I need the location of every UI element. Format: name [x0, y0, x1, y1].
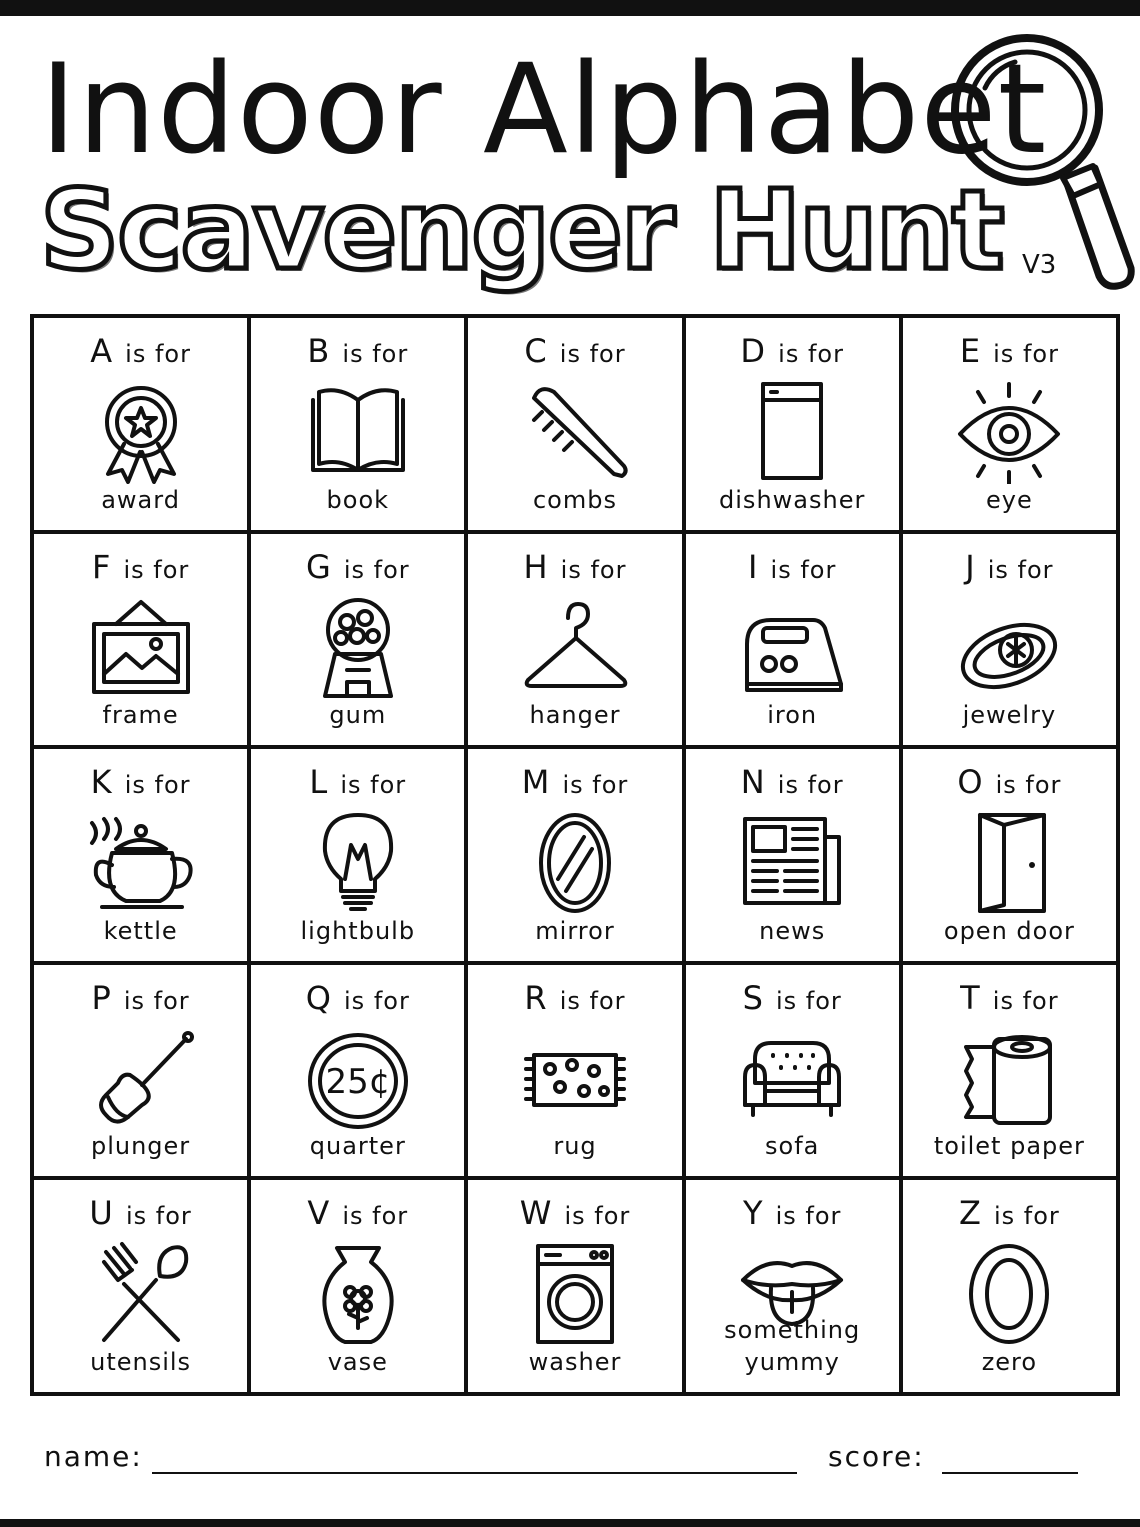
letter-cell-c — [466, 316, 683, 532]
cell-letter: I — [748, 547, 758, 586]
name-label: name: — [44, 1440, 143, 1473]
letter-cell-y — [684, 1178, 901, 1394]
iron-icon — [732, 592, 852, 702]
cell-letter: Q — [305, 978, 331, 1017]
cell-word: something yummy — [724, 1316, 861, 1376]
utensils-icon — [81, 1238, 201, 1348]
lightbulb-icon — [298, 807, 418, 917]
cell-letter: Z — [958, 1194, 981, 1233]
cell-letter: K — [90, 763, 112, 802]
cell-connector: is for — [124, 771, 191, 800]
cell-letter: U — [89, 1194, 113, 1233]
cell-heading — [957, 763, 1061, 801]
cell-connector: is for — [560, 555, 627, 584]
letter-cell-j — [901, 532, 1118, 748]
cell-word: iron — [767, 701, 818, 730]
open-door-icon — [949, 807, 1069, 917]
cell-word: lightbulb — [300, 916, 416, 945]
version-label: V3 — [1022, 250, 1057, 280]
cell-connector: is for — [993, 1202, 1060, 1231]
zero-icon — [949, 1238, 1069, 1348]
letter-cell-t — [901, 963, 1118, 1179]
cell-word: combs — [532, 485, 617, 514]
cell-word: zero — [981, 1348, 1038, 1376]
cell-letter: H — [523, 547, 548, 586]
cell-heading — [960, 979, 1058, 1017]
cell-connector: is for — [342, 1202, 409, 1231]
cell-letter: G — [305, 547, 331, 586]
teapot-icon — [81, 807, 201, 917]
cell-word: vase — [327, 1348, 388, 1376]
cell-word: gum — [329, 701, 387, 730]
cell-connector: is for — [778, 340, 844, 368]
cell-heading — [741, 763, 844, 801]
cell-connector: is for — [342, 340, 409, 368]
cell-connector: is for — [993, 340, 1059, 368]
cell-word: utensils — [90, 1348, 192, 1376]
cell-heading — [960, 332, 1059, 370]
letter-cell-f — [32, 532, 249, 748]
cell-letter: N — [740, 763, 765, 802]
name-write-line[interactable] — [152, 1472, 797, 1474]
cell-letter: A — [90, 332, 113, 370]
cell-letter: J — [965, 547, 975, 586]
cell-word: jewelry — [962, 701, 1057, 730]
gumball-machine-icon — [298, 592, 418, 702]
letter-cell-s — [684, 963, 901, 1179]
cell-connector: is for — [559, 340, 626, 368]
cell-connector: is for — [125, 340, 191, 368]
cell-connector: is for — [343, 555, 410, 584]
coin-icon — [298, 1023, 418, 1133]
cell-letter: O — [957, 763, 983, 802]
hanger-icon — [515, 592, 635, 702]
page-title: Indoor Alphabet — [40, 38, 1048, 182]
magnifying-glass-icon — [945, 28, 1135, 298]
cell-letter: M — [521, 763, 550, 802]
letter-cell-u — [32, 1178, 249, 1394]
cell-letter: L — [309, 763, 328, 802]
letter-cell-q — [249, 963, 466, 1179]
cell-heading — [91, 763, 191, 801]
letter-cell-i — [684, 532, 901, 748]
cell-heading — [309, 763, 406, 801]
rug-icon — [515, 1023, 635, 1133]
letter-cell-r — [466, 963, 683, 1179]
cell-word: washer — [528, 1348, 622, 1376]
svg-text:25¢: 25¢ — [325, 1061, 391, 1102]
newspaper-icon — [732, 807, 852, 917]
cell-heading — [524, 548, 627, 586]
cell-connector: is for — [562, 771, 629, 800]
cell-connector: is for — [775, 986, 842, 1015]
cell-word: toilet paper — [933, 1132, 1085, 1161]
cell-letter: D — [740, 332, 766, 370]
score-write-line[interactable] — [942, 1472, 1078, 1474]
letter-cell-d — [684, 316, 901, 532]
cell-heading — [965, 548, 1053, 586]
cell-heading — [959, 1194, 1060, 1232]
cell-connector: is for — [344, 986, 410, 1015]
cell-connector: is for — [775, 1202, 842, 1231]
cell-letter: W — [519, 1194, 552, 1233]
cell-heading — [743, 979, 842, 1017]
letter-cell-p — [32, 963, 249, 1179]
cell-heading — [524, 332, 625, 370]
cell-heading — [92, 548, 189, 586]
cell-letter: P — [91, 978, 111, 1017]
vase-icon — [298, 1238, 418, 1348]
cell-word: dishwasher — [719, 485, 866, 514]
cell-letter: B — [307, 332, 330, 370]
cell-letter: S — [742, 978, 763, 1017]
page-subtitle: Scavenger Hunt — [40, 166, 1003, 294]
cell-heading — [522, 763, 629, 801]
cell-heading — [90, 332, 191, 370]
cell-word: award — [101, 485, 180, 514]
cell-letter: Y — [742, 1194, 763, 1233]
cell-connector: is for — [992, 986, 1059, 1015]
toilet-paper-icon — [949, 1023, 1069, 1133]
letter-cell-k — [32, 747, 249, 963]
cell-connector: is for — [123, 986, 190, 1015]
letter-cell-z — [901, 1178, 1118, 1394]
cell-heading — [740, 332, 844, 370]
ring-icon — [949, 592, 1069, 702]
comb-icon — [515, 376, 635, 486]
cell-word: sofa — [765, 1132, 820, 1161]
cell-connector: is for — [340, 771, 407, 800]
book-icon — [298, 376, 418, 486]
cell-heading — [743, 1194, 841, 1232]
cell-heading — [89, 1194, 191, 1232]
cell-connector: is for — [777, 771, 844, 800]
cell-letter: F — [91, 547, 111, 586]
cell-word: open door — [943, 916, 1075, 945]
letter-cell-w — [466, 1178, 683, 1394]
letter-cell-g — [249, 532, 466, 748]
top-border — [0, 0, 1140, 16]
cell-heading — [524, 979, 625, 1017]
letter-cell-n — [684, 747, 901, 963]
cell-letter: E — [959, 332, 981, 370]
letter-cell-m — [466, 747, 683, 963]
cell-connector: is for — [123, 555, 190, 584]
letter-cell-v — [249, 1178, 466, 1394]
cell-word: frame — [102, 701, 179, 730]
cell-word: book — [326, 485, 390, 514]
plunger-icon — [81, 1023, 201, 1133]
cell-connector: is for — [770, 555, 837, 584]
cell-letter: V — [307, 1194, 330, 1233]
cell-word: news — [759, 916, 826, 945]
cell-word: rug — [553, 1132, 597, 1161]
cell-connector: is for — [559, 986, 626, 1015]
letter-cell-a — [32, 316, 249, 532]
cell-heading — [306, 979, 410, 1017]
cell-connector: is for — [125, 1202, 192, 1231]
bottom-border — [0, 1519, 1140, 1527]
cell-heading — [748, 548, 836, 586]
washing-machine-icon — [515, 1238, 635, 1348]
cell-letter: T — [960, 978, 980, 1017]
cell-heading — [306, 548, 410, 586]
dishwasher-icon — [732, 376, 852, 486]
cell-word: eye — [986, 485, 1033, 514]
alphabet-grid — [30, 314, 1120, 1396]
cell-connector: is for — [987, 555, 1054, 584]
mirror-icon — [515, 807, 635, 917]
cell-word: hanger — [529, 701, 621, 730]
cell-letter: R — [524, 978, 547, 1017]
letter-cell-b — [249, 316, 466, 532]
letter-cell-l — [249, 747, 466, 963]
letter-cell-h — [466, 532, 683, 748]
sofa-icon — [732, 1023, 852, 1133]
cell-heading — [307, 332, 408, 370]
cell-word: quarter — [309, 1132, 406, 1161]
letter-cell-o — [901, 747, 1118, 963]
cell-word: mirror — [535, 916, 615, 945]
picture-frame-icon — [81, 592, 201, 702]
cell-heading — [520, 1194, 631, 1232]
score-label: score: — [828, 1440, 925, 1473]
letter-cell-e — [901, 316, 1118, 532]
cell-word: kettle — [103, 916, 178, 945]
cell-heading — [307, 1194, 408, 1232]
cell-heading — [91, 979, 189, 1017]
cell-connector: is for — [995, 771, 1062, 800]
cell-letter: C — [524, 332, 547, 370]
cell-word: plunger — [90, 1132, 191, 1161]
eye-icon — [949, 376, 1069, 486]
award-ribbon-icon — [81, 376, 201, 486]
cell-connector: is for — [564, 1202, 631, 1231]
